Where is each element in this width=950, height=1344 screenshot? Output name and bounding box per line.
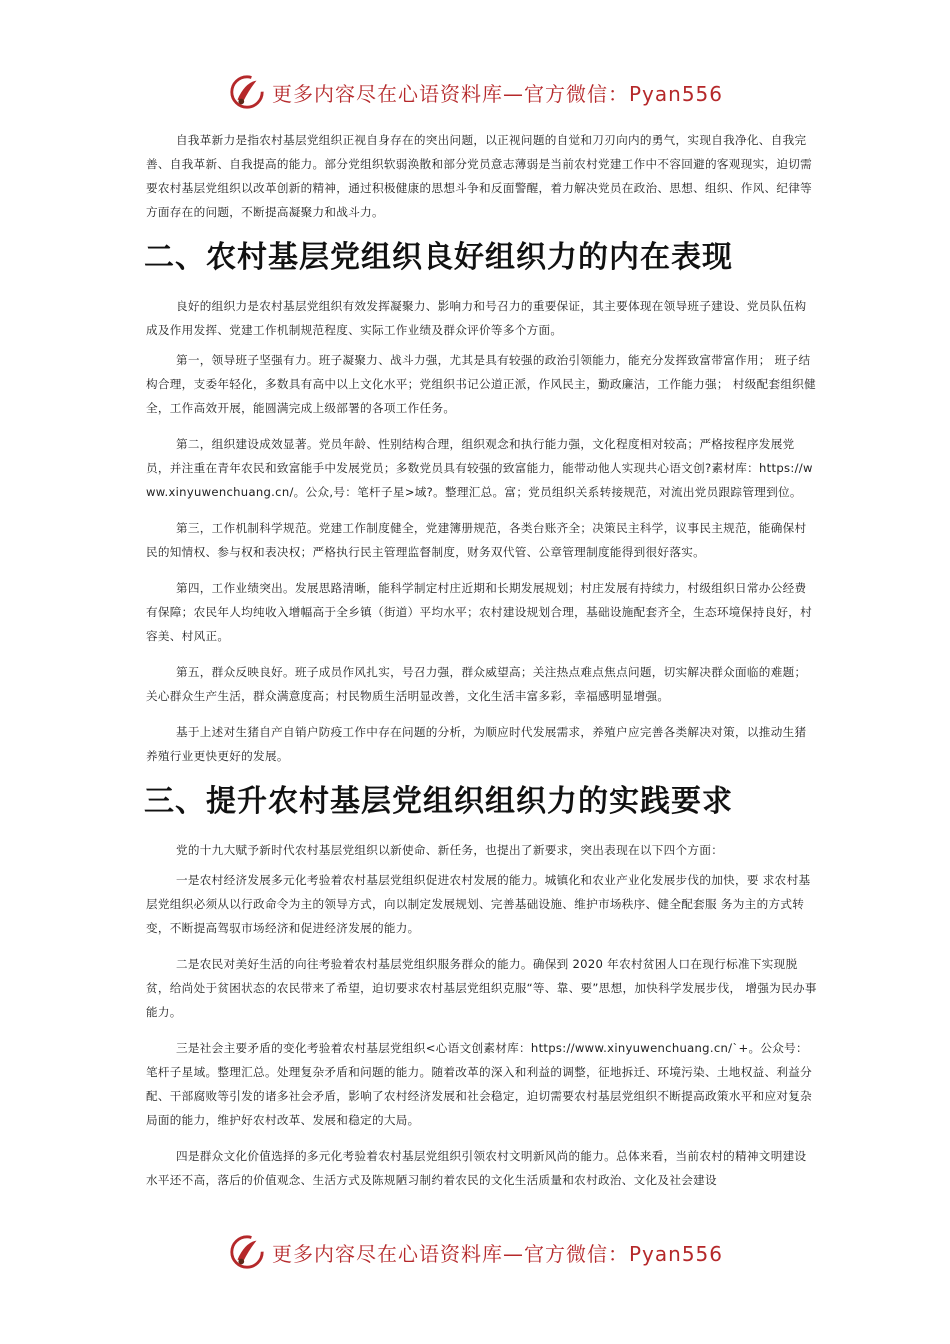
section-2-paragraph: 第五，群众反映良好。班子成员作风扎实，号召力强，群众威望高；关注热点难点焦点问题，切实解决群众面临的难题；关心群众生产生活，群众满意度高；村民物质生活明显改善，文化生活丰富多彩，幸福感明显增强。	[146, 665, 807, 703]
section-2-paragraph: 基于上述对生猪自产自销户防疫工作中存在问题的分析，为顺应时代发展需求，养殖户应完善各类解决对策，以推动生猪养殖行业更快更好的发展。	[146, 725, 807, 763]
section-2-paragraph: 良好的组织力是农村基层党组织有效发挥凝聚力、影响力和号召力的重要保证，其主要体现在领导班子建设、党员队伍构成及作用发挥、党建工作机制规范程度、实际工作业绩及群众评价等多个方面。	[146, 299, 807, 337]
section-2-paragraph: 第三，工作机制科学规范。党建工作制度健全，党建簿册规范，各类台账齐全；决策民主科学，议事民主规范，能确保村民的知情权、参与权和表决权；严格执行民主管理监督制度，财务双代管、公章管理制度能得到很好落实。	[146, 521, 807, 559]
section-3-paragraph: 三是社会主要矛盾的变化考验着农村基层党组织<心语文创素材库：https://www.xinyuwenchuang.cn/`+。公众号：笔杆子星域。整理汇总。处理复杂矛盾和问题的能力。随着改革的深入和利益的调整，征地拆迁、环境污染、土地权益、利益分配、干部腐败等引发的诸多社会矛盾，影响了农村经济发展和社会稳定，迫切需要农村基层党组织不断提高政策水平和应对复杂局面的能力，维护好农村改革、发展和稳定的大局。	[146, 1041, 813, 1127]
section-2-paragraph: 第一，领导班子坚强有力。班子凝聚力、战斗力强，尤其是具有较强的政治引领能力，能充分发挥致富带富作用； 班子结构合理，支委年轻化，多数具有高中以上文化水平；党组织书记公道正派，作风民主，勤政廉洁，工作能力强； 村级配套组织健全，工作高效开展，能圆满完成上级部署的各项工作任务。	[146, 353, 817, 415]
section-3-paragraph: 二是农民对美好生活的向往考验着农村基层党组织服务群众的能力。确保到 2020 年农村贫困人口在现行标准下实现脱贫，给尚处于贫困状态的农民带来了希望，迫切要求农村基层党组织克服“等、靠、要”思想，加快科学发展步伐， 增强为民办事能力。	[146, 957, 817, 1019]
header-banner-text: 更多内容尽在心语资料库—官方微信：Pyan556	[272, 81, 724, 106]
brush-logo-icon	[228, 73, 266, 111]
section-2-paragraph: 第四，工作业绩突出。发展思路清晰，能科学制定村庄近期和长期发展规划；村庄发展有持续力，村级组织日常办公经费有保障；农民年人均纯收入增幅高于全乡镇（街道）平均水平；农村建设规划合理，基础设施配套齐全，生态环境保持良好，村容美、村风正。	[146, 581, 813, 643]
section-2-heading: 二、农村基层党组织良好组织力的内在表现	[144, 240, 733, 275]
header-banner	[228, 72, 723, 112]
section-2-paragraph: 第二，组织建设成效显著。党员年龄、性别结构合理，组织观念和执行能力强，文化程度相对较高；严格按程序发展党员，并注重在青年农民和致富能手中发展党员；多数党员具有较强的致富能力，能带动他人实现共心语文创?素材库：https://www.xinyuwenchuang.cn/。公众,号：笔杆子星>域?。整理汇总。富；党员组织关系转接规范，对流出党员跟踪管理到位。	[146, 437, 813, 499]
footer-banner-text: 更多内容尽在心语资料库—官方微信：Pyan556	[272, 1241, 724, 1266]
section-3-heading: 三、提升农村基层党组织组织力的实践要求	[144, 784, 733, 819]
section-3-paragraph: 党的十九大赋予新时代农村基层党组织以新使命、新任务，也提出了新要求，突出表现在以下四个方面：	[176, 843, 724, 857]
brush-logo-icon	[228, 1233, 266, 1271]
intro-paragraph: 自我革新力是指农村基层党组织正视自身存在的突出问题，以正视问题的自觉和刀刃向内的勇气，实现自我净化、自我完善、自我革新、自我提高的能力。部分党组织软弱涣散和部分党员意志薄弱是当前农村党建工作中不容回避的客观现实，迫切需要农村基层党组织以改革创新的精神，通过积极健康的思想斗争和反面警醒，着力解决党员在政治、思想、组织、作风、纪律等方面存在的问题，不断提高凝聚力和战斗力。	[146, 133, 813, 219]
footer-banner	[228, 1232, 723, 1272]
section-3-paragraph: 四是群众文化价值选择的多元化考验着农村基层党组织引领农村文明新风尚的能力。总体来看，当前农村的精神文明建设水平还不高，落后的价值观念、生活方式及陈规陋习制约着农民的文化生活质量和农村政治、文化及社会建设	[146, 1149, 807, 1187]
document-body	[146, 128, 818, 1204]
section-3-paragraph: 一是农村经济发展多元化考验着农村基层党组织促进农村发展的能力。城镇化和农业产业化发展步伐的加快，要 求农村基层党组织必须从以行政命令为主的领导方式，向以制定发展规划、完善基础设施、维护市场秩序、健全配套服 务为主的方式转变，不断提高驾驭市场经济和促进经济发展的能力。	[146, 873, 811, 935]
